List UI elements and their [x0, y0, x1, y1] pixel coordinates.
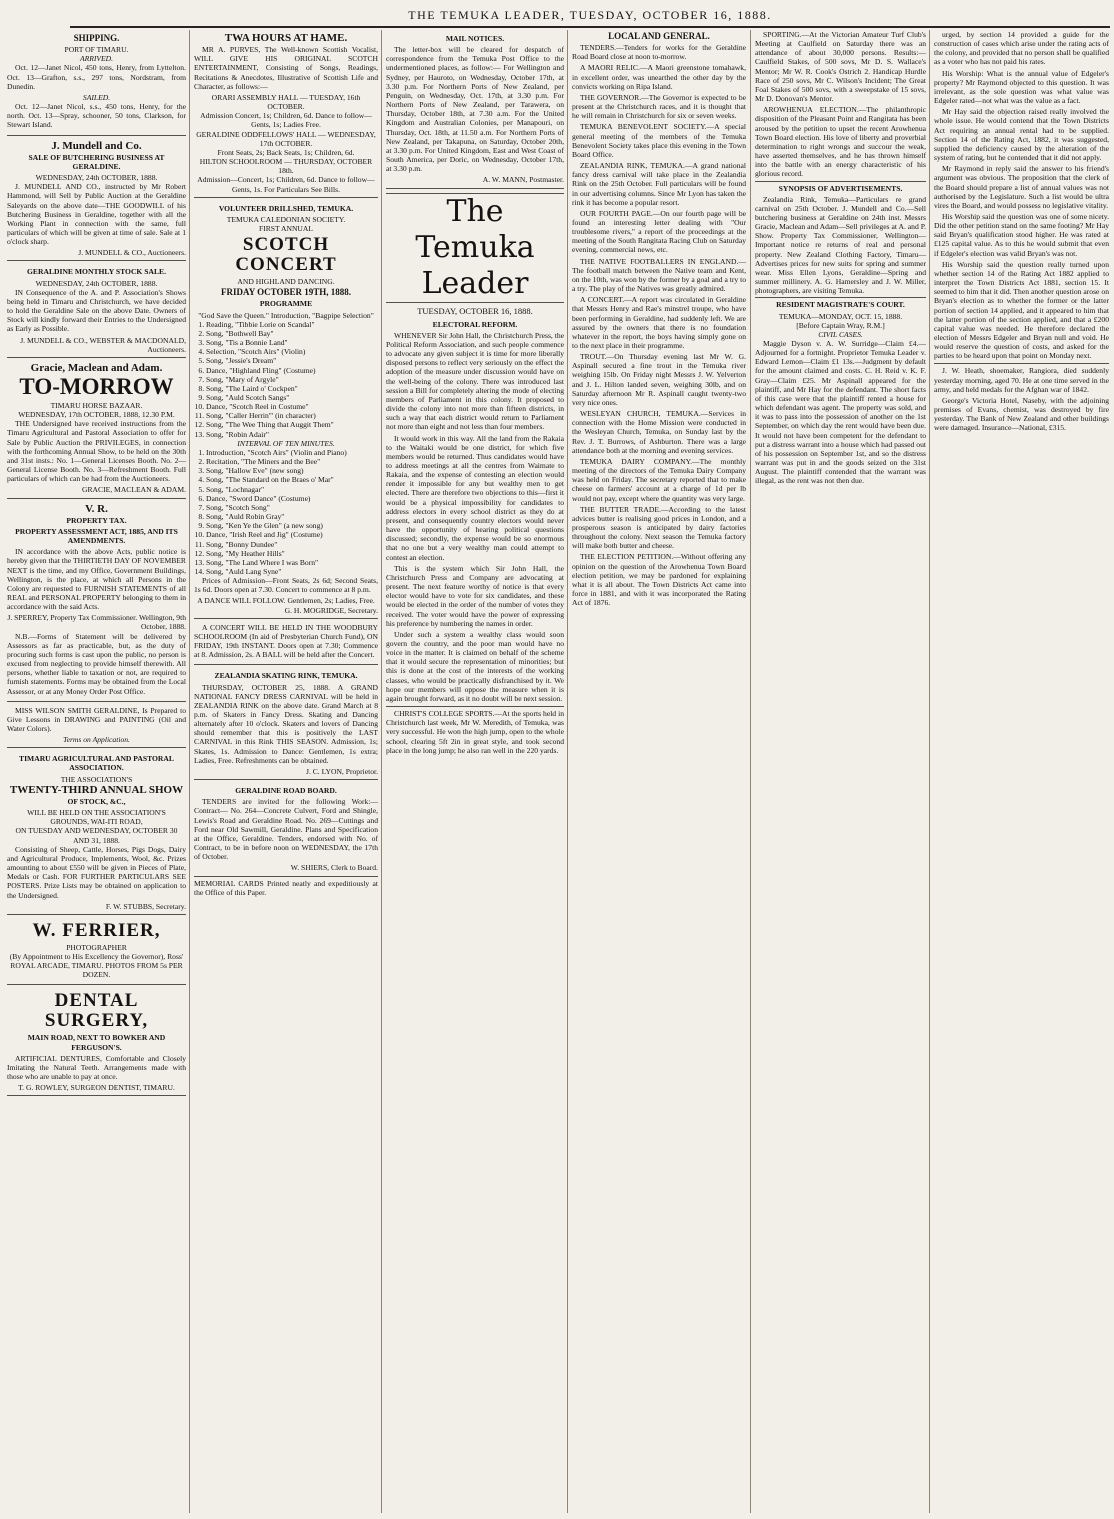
programme-item: 6. Dance, "Sword Dance" (Costume)	[206, 494, 378, 503]
programme-item: 13. Song, "Robin Adair"	[206, 430, 378, 439]
mail-body: The letter-box will be cleared for despatch of correspondence from the Temuka Post Office to the undermentioned places, as follow:— For Wellington and Sydney, per Hauroto, on Wednesday, October 17th, at 3.30 p.m. For Northern Ports of New Zealand, per Penguin, on Wednesday, Oct. 17th, at 3.30 p.m. For Northern Ports of New Zealand, per Tarawera, on Thursday, October 18th, at 7.30 a.m. For the United Kingdom and Australian Colonies, per Manapouri, on Thursday, Oct. 18th, at 11.50 a.m. For Northern Ports of New Zealand, per Takapuna, on Saturday, October 20th, at 3.30 p.m. For United Kingdom, East and West Coast of South America, per Doric, on Wednesday, October 17th, at 3.30 p.m.	[386, 45, 564, 174]
ad-note: N.B.—Forms of Statement will be delivered by Assessors as far as practicable, but, as the duty of procuring such forms is cast upon the public, no person is excused from neglecting to provide himself therewith. All persons, whether liable to taxation or not, are required to furnish statements. Forms may be obtained from the Local Assessor, or at any Money Order Post Office.	[7, 631, 186, 696]
ad-line: WILL BE HELD ON THE ASSOCIATION'S GROUNDS, WAI-ITI ROAD,	[27, 808, 166, 827]
programme-item: 8. Song, "The Laird o' Cockpen"	[206, 384, 378, 393]
programme-item: 13. Song, "The Land Where I was Born"	[206, 558, 378, 567]
column-3	[383, 30, 567, 1513]
news-item: OUR FOURTH PAGE.—On our fourth page will be found an interesting letter dealing with "Our troublesome rivers," a report of the proceedings at the meeting of the South Rangitata Racing Club on Saturday evening, commercial news, etc.	[572, 208, 746, 255]
annual-show-ad	[7, 750, 186, 915]
ad-headline: TO-MORROW	[19, 374, 174, 399]
column-rule	[750, 30, 751, 1513]
venue-3: HILTON SCHOOLROOM — THURSDAY, OCTOBER 18th.	[199, 157, 373, 176]
news-item: TROUT.—On Thursday evening last Mr W. G. Aspinall secured a fine trout in the Temuka river weighing 15lb. On Friday night Messrs J. W. Yelverton and J. L. Hilton landed seven, weighing 30lb, and on Saturday afternoon Mr R. Aspinall caught twenty-two very nice ones.	[572, 352, 746, 407]
ad-line: TEMUKA CALEDONIAN SOCIETY.	[226, 214, 346, 224]
programme-item: 1. Introduction, "Scotch Airs" (Violin and Piano)	[206, 448, 378, 457]
news-item: THE NATIVE FOOTBALLERS IN ENGLAND.—The football match between the Native team and Kent, on the 10th, was won by the former by a goal and a try to a try. The play of the Natives was greatly admired.	[572, 256, 746, 294]
firm-name: Gracie, Maclean and Adam.	[30, 361, 163, 374]
horse-bazaar-ad	[7, 360, 186, 499]
ad-body: A CONCERT WILL BE HELD IN THE WOODBURY SCHOOLROOM (In aid of Presbyterian Church Fund), ON FRIDAY, 19th INSTANT. Doors open at 7.30; Commence at 8. Admission, 2s. A BALL will be held after the Concert.	[194, 622, 378, 660]
programme-item: 12. Song, "My Heather Hills"	[206, 549, 378, 558]
programme-item: 4. Selection, "Scotch Airs" (Violin)	[206, 347, 378, 356]
ad-signature: A. W. MANN, Postmaster.	[482, 175, 564, 185]
skating-rink-ad	[194, 667, 378, 780]
report-paragraph: Mr Raymond in reply said the answer to his friend's argument was obvious. The proposition that the clerk of the Board should prepare a list of annual values was not authorised by the Legislature. Such a list would be ultra vires the Board, and would possess no legislative vitality.	[934, 164, 1109, 210]
court-magistrate: [Before Captain Wray, R.M.]	[796, 320, 885, 330]
programme-item: 4. Song, "The Standard on the Braes o' Mar"	[206, 475, 378, 484]
woodbury-concert-ad	[194, 621, 378, 666]
ad-heading: GERALDINE MONTHLY STOCK SALE.	[27, 267, 166, 277]
programme-item: 1. Reading, "Tibbie Lorie on Scandal"	[206, 320, 378, 329]
ad-heading: ZEALANDIA SKATING RINK, TEMUKA.	[214, 671, 358, 681]
programme-item: 3. Song, "Hallow Eve" (new song)	[206, 466, 378, 475]
editorial-paragraph: Under such a system a wealthy class would soon govern the country, and the poor man would have no voice in the matter. It is claimed on behalf of the scheme that it would secure the representation of minorities; but this is done at the cost of the interests of the working classes, who would be practically disfranchised by it. We hope our members will oppose the measure when it is again brought forward, as it no doubt will be next session.	[386, 629, 564, 703]
ad-heading: PROPERTY TAX.	[66, 515, 127, 525]
ad-body: Consisting of Sheep, Cattle, Horses, Pigs Dogs, Dairy and Agricultural Produce, Implements, Wool, &c. Prizes amounting to about £550 will be given in Pieces of Plate, Medals or Cash. FOR FURTHER PARTICULARS SEE POSTERS. Prize Lists may be obtained on application to the Undersigned.	[7, 844, 186, 900]
shipping-port: PORT OF TIMARU.	[64, 45, 129, 55]
ad-date: WEDNESDAY, 17th OCTOBER, 1888, 12.30 P.M.	[18, 410, 175, 420]
editorial-paragraph: It would work in this way. All the land from the Rakaia to the Waitaki would be one district, for which five members would be returned. Thus candidates would have to address meetings at all the centres from Waimate to Rakaia, and the expense of contesting an election would render it impossible for any but wealthy men to get elected. There are therefore two objections to this—first it would be a physical impossibility for candidates to address electors in every school district as they do at present, and consequently country electors would never have the opportunity of hearing political questions discussed; secondly, the expense would be so enormous that no one but a very wealthy man could attempt to contest an election.	[386, 433, 564, 562]
column-5	[752, 30, 929, 1513]
drawing-lessons-ad	[7, 704, 186, 749]
butchering-sale-ad	[7, 138, 186, 262]
sports-paragraph: CHRIST'S COLLEGE SPORTS.—At the sports held in Christchurch last week, Mr W. Meredith, of Temuka, was very successful. He won the high jump, open to the whole school, clearing 5ft 2in in great style, and took second place in the long jump; he also ran well in the 220 yards.	[386, 709, 564, 755]
firm-name: J. Mundell and Co.	[51, 139, 142, 152]
court-date: TEMUKA—MONDAY, OCT. 15, 1888.	[778, 311, 903, 321]
dance-note: A DANCE WILL FOLLOW. Gentlemen, 2s; Ladies, Free.	[197, 596, 375, 606]
news-item: A MAORI RELIC.—A Maori greenstone tomahawk, in excellent order, was unearthed the other day by the convicts working on Ripa Island.	[572, 63, 746, 91]
ad-body: MISS WILSON SMITH GERALDINE, Is Prepared to Give Lessons in DRAWING and PAINTING (Oil and Water Colors).	[7, 705, 186, 733]
ad-line: OF STOCK, &C.,	[67, 796, 126, 806]
ad-headline: TWENTY-THIRD ANNUAL SHOW	[9, 783, 184, 796]
column-rule	[929, 30, 930, 1513]
column-rule	[567, 30, 568, 1513]
report-paragraph: urged, by section 14 provided a guide for the construction of cases which arise under the rating acts of the colony, and provided that no person shall be qualified as a voter who has not paid his rates.	[934, 30, 1109, 67]
news-item: THE ELECTION PETITION.—Without offering any opinion on the question of the Arowhenua Town Board election petition, we may be pardoned for explaining what it is all about. The Town Districts Act came into force in 1881, and with it was incorporated the Rating Act of 1876.	[572, 552, 746, 608]
dental-ad	[7, 987, 186, 1096]
news-item: WESLEYAN CHURCH, TEMUKA.—Services in connection with the Home Mission were conducted in the Wesleyan Church, Temuka, on Sunday last by the Rev. J. T. Burrows, of Ashburton. There was a large attendance both at the morning and evening services.	[572, 409, 746, 455]
ad-body: THURSDAY, OCTOBER 25, 1888. A GRAND NATIONAL FANCY DRESS CARNIVAL will be held in ZEALANDIA RINK on the above date. Grand March at 8 p.m. of Skaters in Fancy Dress. Skating and Dancing alternately after 10 o'clock. Skaters and lovers of Dancing should remember that this is positively the LAST CARNIVAL in this Rink THIS SEASON. Admission, 1s; Skates, 1s. Admission to Dance: Gentlemen, 1s extra; Ladies, Free. Refreshments can be obtained.	[194, 682, 378, 765]
ad-signature: G. H. MOGRIDGE, Secretary.	[284, 605, 378, 615]
sailed-label: SAILED.	[82, 92, 111, 102]
column-6	[931, 30, 1112, 1513]
ad-signature: J. MUNDELL & CO., Auctioneers.	[78, 248, 186, 258]
court-heading: RESIDENT MAGISTRATE'S COURT.	[755, 297, 926, 309]
ad-heading: MAIL NOTICES.	[445, 34, 505, 43]
programme-list	[194, 320, 378, 439]
ad-line: THE ASSOCIATION'S	[60, 774, 133, 784]
page-masthead: THE TEMUKA LEADER, TUESDAY, OCTOBER 16, 1888.	[70, 4, 1110, 28]
sports-paragraph-wrap	[386, 706, 564, 755]
ad-subheading: MAIN ROAD, NEXT TO BOWKER AND FERGUSON'S.	[27, 1033, 166, 1052]
news-paragraph: J. W. Heath, shoemaker, Rangiora, died suddenly yesterday morning, aged 70. He at one time served in the army, and held medals for the Afghan war of 1842.	[934, 366, 1109, 394]
ad-line: AND HIGHLAND DANCING.	[237, 277, 335, 287]
admission-prices: Prices of Admission—Front Seats, 2s 6d; Second Seats, 1s 6d. Doors open at 7.30. Concert to commence at 8 p.m.	[194, 576, 378, 595]
news-paragraph: George's Victoria Hotel, Naseby, with the adjoining premises of Evans, chemist, was destroyed by fire yesterday. The Bank of New Zealand and other buildings were damaged. Insurance—National, £315.	[934, 395, 1109, 433]
venue-3-prices: Admission—Concert, 1s; Children, 6d. Dance to follow—Gents, 1s. For Particulars See Bills.	[197, 175, 375, 194]
report-paragraph: His Worship: What is the annual value of Edgeler's property? Mr Raymond objected to this question. It was irrelevant, as the sole question was what value was Edgeler rated—not what was the value as a fact.	[934, 68, 1109, 106]
venue-1-prices: Admission Concert, 1s; Children, 6d. Dance to follow—Gents, 1s; Ladies Free.	[200, 111, 372, 130]
court-report: Maggie Dyson v. A. W. Surridge—Claim £4.—Adjourned for a fortnight. Proprietor Temuka Leader v. Edward Lemon—Claim £1 13s.—Judgment by default for the amount claimed and costs. C. H. Reid v. K. F. Gray—Claim £25. Mr Aspinall appeared for the plaintiff, and Mr Hay for the defendant. The short facts of this case were that the plaintiff rented a house for which defendant was agent. The property was sold, and it was to pass into the possession of another on the 1st September, on which day the rent would have been due. It would not have been competent for the defendant to put a distress warrant into a house which had passed out of his possession on September 1st, and so the distress warrant was put in and the goods seized on the 31st August. The plaintiff contended that the warrant was illegal, as the rent was not then due.	[755, 339, 926, 486]
news-item: TEMUKA DAIRY COMPANY.—The monthly meeting of the directors of the Temuka Dairy Company was held on Friday. The secretary reported that to make cheese on farmers' account at a charge of 1d per lb would not pay, except where the quantity was very large.	[572, 456, 746, 503]
venue-1: ORARI ASSEMBLY HALL — TUESDAY, 16th OCTOBER.	[211, 92, 361, 112]
venue-2-prices: Front Seats, 2s; Back Seats, 1s; Children, 6d.	[217, 147, 355, 157]
programme-item: 10. Dance, "Scotch Reel in Costume"	[206, 402, 378, 411]
ad-body: MR A. PURVES, The Well-known Scottish Vocalist, WILL GIVE HIS ORIGINAL SCOTCH ENTERTAINMENT, Consisting of Songs, Readings, Recitations & Anecdotes, Illustrative of Scottish Life and Character, as follows:—	[194, 45, 378, 91]
ad-headline: W. FERRIER,	[32, 919, 161, 941]
programme-item: 5. Song, "Jessie's Dream"	[206, 356, 378, 365]
stock-sale-ad	[7, 263, 186, 357]
road-board-tenders	[194, 782, 378, 876]
ad-body: TENDERS are invited for the following Work:— Contract— No. 264—Concrete Culvert, Ford and Shingle, Lewis's Road and Geraldine Road. No. 269—Cuttings and Ford near Old Sawmill, Geraldine. Plans and Specification at the Office, Geraldine. Tenders, endorsed with No. of Contract, to be in before noon on WEDNESDAY, the 17th of October.	[194, 797, 378, 862]
court-subheading: CIVIL CASES.	[818, 329, 863, 339]
shipping-notice	[7, 30, 186, 136]
scotch-concert-ad	[194, 200, 378, 619]
ad-subheading: TIMARU HORSE BAZAAR.	[50, 401, 143, 410]
column-1	[4, 30, 189, 1513]
report-paragraph: His Worship said the question really turned upon whether section 14 of the Rating Act 1882 applied to interpret the Town Districts Act 1881, section 15. It seemed to him that it did. Then another question arose on Bryan's election as to whether the former or the latter portion of section 14 applied, and it appeared to him that the latter portion of the section applied, and that a £200 capital value was needed. He therefore declared the election of Messrs Edgeler and Bryan null and void. He would reserve the question of costs, and asked for the parties to be heard upon that point on Monday next.	[934, 259, 1109, 361]
report-paragraph: His Worship said the question was one of some nicety. Did the other petition stand on the same footing? Mr Hay said Bryan's qualification stood higher. He was rated at £125 capital value. As to this he would submit that even if Edgeler's election was valid Bryan's was not.	[934, 211, 1109, 258]
ad-terms: Terms on Application.	[63, 735, 130, 745]
ad-body: IN accordance with the above Acts, public notice is hereby given that the THIRTIETH DAY OF NOVEMBER NEXT is the time, and my Office, Government Buildings, Wellington, is the place, at which all Persons in the Colony are requested to FURNISH STATEMENTS of all REAL and PERSONAL PROPERTY belonging to them in accordance with the said Acts.	[7, 547, 186, 612]
programme-item: 7. Song, "Mary of Argyle"	[206, 375, 378, 384]
property-tax-notice	[7, 501, 186, 702]
mail-notices	[386, 30, 564, 189]
ad-signature: J. MUNDELL & CO., WEBSTER & MACDONALD, Auctioneers.	[20, 335, 186, 354]
royal-crest: V. R.	[85, 502, 108, 515]
venue-2: GERALDINE ODDFELLOWS' HALL — WEDNESDAY, 17th OCTOBER.	[196, 129, 376, 148]
ad-heading: TIMARU AGRICULTURAL AND PASTORAL ASSOCIATION.	[19, 754, 174, 773]
column-rule	[381, 30, 382, 1513]
programme-item: 12. Song, "The Wee Thing that Auggit Them"	[206, 420, 378, 429]
ad-date: WEDNESDAY, 24th OCTOBER, 1888.	[35, 278, 158, 288]
programme-item: 6. Dance, "Highland Fling" (Costume)	[206, 366, 378, 375]
sporting-paragraph: SPORTING.—At the Victorian Amateur Turf Club's Meeting at Caulfield on Saturday there was an attendance of about 30,000 persons. Results:—Caulfield Stakes, of 500 sovs, Mr D. S. Wallace's Mentor; Mr W. R. Cook's Ostrich 2. Handicap Hurdle Race of 250 sovs, Mr C. Wilson's Incident; The Great Foal Stakes of 500 sovs, with a sweepstake of 15 sovs, Mr D. Donovan's Mentor.	[755, 30, 926, 104]
ad-signature: J. SPERREY, Property Tax Commissioner. Wellington, 9th October, 1888.	[7, 613, 186, 632]
interval-note: INTERVAL OF TEN MINUTES.	[237, 438, 335, 448]
ad-body: ARTIFICIAL DENTURES, Comfortable and Closely Imitating the Natural Teeth. Arrangements made with those who are unable to pay at once.	[7, 1053, 186, 1082]
programme-item: 10. Dance, "Irish Reel and Jig" (Costume)	[206, 530, 378, 539]
ad-date: ON TUESDAY AND WEDNESDAY, OCTOBER 30 AND 31, 1888.	[15, 826, 178, 845]
arrived-list: Oct. 12—Janet Nicol, 450 tons, Henry, from Lyttelton. Oct. 13—Grafton, s.s., 297 tons, Nordstram, from Dunedin.	[7, 63, 186, 91]
news-item: TEMUKA BENEVOLENT SOCIETY.—A special general meeting of the members of the Temuka Benevolent Society takes place this evening in the Town Board Office.	[572, 122, 746, 159]
ad-heading: GERALDINE ROAD BOARD.	[235, 786, 337, 796]
sailed-list: Oct. 12—Janet Nicol, s.s., 450 tons, Henry, for the north. Oct. 13—Spray, schooner, 50 tons, Clarkson, for Stewart Island.	[7, 102, 186, 130]
ad-signature: F. W. STUBBS, Secretary.	[105, 901, 186, 911]
ad-date: WEDNESDAY, 24th OCTOBER, 1888.	[35, 173, 158, 183]
ad-signature: T. G. ROWLEY, SURGEON DENTIST, TIMARU.	[18, 1083, 175, 1093]
programme-item: 11. Song, "Bonny Dundee"	[206, 540, 378, 549]
scotch-entertainment-ad	[194, 30, 378, 198]
programme-item: 9. Song, "Ken Ye the Glen" (a new song)	[206, 521, 378, 530]
column-rule	[189, 30, 190, 1513]
news-item: A CONCERT.—A report was circulated in Geraldine that Messrs Henry and Rae's minstrel troupe, who have been performing in Geraldine, had suddenly left. We are assured by the owners that there is no foundation whatever in the report, the boys having simply gone on to the next place in their programme.	[572, 295, 746, 350]
ad-line: FIRST ANNUAL	[258, 223, 314, 233]
programme-item: 9. Song, "Auld Scotch Sangs"	[206, 393, 378, 402]
memorial-cards-ad: MEMORIAL CARDS Printed neatly and expeditiously at the Office of this Paper.	[194, 878, 378, 897]
programme-item: 8. Song, "Auld Robin Gray"	[206, 512, 378, 521]
news-item: ZEALANDIA RINK, TEMUKA.—A grand national fancy dress carnival will take place in the Zealandia Rink on the 25th October. Full particulars will be found in our advertising columns. Since Mr Lyon has taken the rink it has become a popular resort.	[572, 161, 746, 207]
ad-subheading: PROPERTY ASSESSMENT ACT, 1885, AND ITS AMENDMENTS.	[15, 526, 178, 546]
editorial	[386, 320, 564, 703]
column-4	[569, 30, 749, 1513]
programme-list-part-2	[194, 448, 378, 576]
programme-item: 3. Song, "Tis a Bonnie Land"	[206, 338, 378, 347]
ad-body: THE Undersigned have received instructions from the Timaru Agricultural and Pastoral Association to offer for Sale by Public Auction the PRIVILEGES, in connection with the forthcoming Annual Show, to be held on the 30th and 31st insts.: No. 1—General Licenses Booth. No. 2—General License Booth. No. 3—Refreshment Booth. Full particulars of which can be had from the Auctioneers.	[7, 419, 186, 484]
ad-subheading: PHOTOGRAPHER	[66, 942, 127, 952]
ad-body: J. MUNDELL AND CO., instructed by Mr Robert Hammond, will Sell by Public Auction at the Geraldine Saleyards on the above date—THE GOODWILL of his Butchering Business in Geraldine, together with all the Working Plant in connection with the same, full particulars of which will be given at time of sale. Sale at 1 o'clock sharp.	[7, 182, 186, 247]
editorial-paragraph: This is the system which Sir John Hall, the Christchurch Press and Company are advocating at present. The next feature worthy of notice is that every elector would have to vote for six candidates, and these would be elected in the order of the number of votes they received. The voter would have the power of expressing his preference by numbering the names in order.	[386, 563, 564, 628]
ad-body: IN Consequence of the A. and P. Association's Shows being held in Timaru and Christchurch, we have decided to hold the Geraldine Sale on the above Date. Owners of Stock will kindly forward their Entries to the Undersigned as Early as Possible.	[7, 287, 186, 334]
photographer-ad	[7, 917, 186, 986]
report-paragraph: Mr Hay said the objection raised really involved the whole issue. He would contend that the Town Districts Act requiring an annual rental had to be supplied. Section 14 of the Rating Act, 1882, it was suggested, supplied the deficiency caused by the alteration of the system of rating, but he contended that it did not apply.	[934, 107, 1109, 163]
synopsis-heading: SYNOPSIS OF ADVERTISEMENTS.	[755, 181, 926, 193]
programme-item: 7. Song, "Scotch Song"	[206, 503, 378, 512]
local-news-list	[572, 43, 746, 607]
ad-signature: J. C. LYON, Proprietor.	[305, 766, 378, 776]
election-paragraph: AROWHENUA ELECTION.—The philanthropic disposition of the Pleasant Point and Rangitata has been aroused by the petition to upset the recent Arowhenua Town Board election. His love of liberty and proverbial determination to right wrongs and succour the weak, have asserted themselves, and he has thrown himself into the battle with an energy characteristic of his glorious record.	[755, 105, 926, 179]
news-item: TENDERS.—Tenders for works for the Geraldine Road Board close at noon to-morrow.	[572, 43, 746, 62]
programme-item: 2. Song, "Bothwell Bay"	[206, 329, 378, 338]
ad-body: (By Appointment to His Excellency the Governor), Ross' ROYAL ARCADE, TIMARU. PHOTOS FROM 5s PER DOZEN.	[9, 951, 184, 980]
ad-date: FRIDAY OCTOBER 19TH, 1888.	[221, 287, 351, 298]
ad-signature: GRACIE, MACLEAN & ADAM.	[82, 485, 186, 495]
issue-date: TUESDAY, OCTOBER 16, 1888.	[417, 305, 533, 316]
shipping-heading: SHIPPING.	[73, 33, 120, 43]
ad-headline: DENTAL SURGERY,	[44, 990, 149, 1032]
programme-item: 2. Recitation, "The Miners and the Bee"	[206, 457, 378, 466]
ad-heading: SALE OF BUTCHERING BUSINESS AT GERALDINE.	[28, 152, 165, 171]
programme-item: 11. Song, "Caller Herrin'" (in character)	[206, 411, 378, 420]
news-item: THE BUTTER TRADE.—According to the latest advices butter is realising good prices in London, and a prosperous season is anticipated by dairy factories throughout the colony. Next season the Temuka factory will make both butter and cheese.	[572, 504, 746, 551]
editorial-heading: ELECTORAL REFORM.	[432, 319, 518, 329]
ad-line: VOLUNTEER DRILLSHED, TEMUKA.	[218, 203, 354, 213]
column-2	[191, 30, 381, 1513]
programme-heading: PROGRAMME	[259, 299, 313, 309]
programme-intro: "God Save the Queen." Introduction, "Bagpipe Selection"	[198, 310, 374, 320]
ad-headline: TWA HOURS AT HAME.	[224, 32, 348, 44]
divider	[934, 363, 1109, 364]
synopsis-body: Zealandia Rink, Temuka—Particulars re grand carnival on 25th October. J. Mundell and Co.—Sell butchering business at Geraldine on 24th inst. Messrs Gracie, Maclean and Adam—Sell privileges at A. and P. Show. Property Tax Commissioner, Wellington—Important notice re returns of real and personal property. New Zealand Clothing Factory, Timaru—Advertises prices for new suits for spring and summer wear. Miss Ellen Lyons, Geraldine—Spring and summer millinery. A. G. Hamersley and J. W. Miller, photographers, are visiting Temuka.	[755, 194, 926, 296]
ad-signature: W. SHIERS, Clerk to Board.	[290, 863, 378, 873]
programme-item: 5. Song, "Lochnagar"	[206, 485, 378, 494]
editorial-paragraph: WHENEVER Sir John Hall, the Christchurch Press, the Political Reform Association, and such people commence to advocate any given subject it is time for more liberally disposed persons to reflect very seriously on the effect the adoption of the measure under discussion would have on the well-being of the colony. There was introduced last session a Bill for completely altering the mode of electing members of Parliament in this colony. It proposed to divide the colony into not more than fifteen districts, in such a way that each district would return to Parliament not more than eight and not less than four members.	[386, 330, 564, 432]
ad-headline: SCOTCH CONCERT	[235, 234, 337, 276]
arrived-label: ARRIVED.	[79, 54, 114, 64]
newspaper-flag: The Temuka Leader	[386, 193, 564, 303]
local-general-heading: LOCAL AND GENERAL.	[608, 31, 710, 41]
news-item: THE GOVERNOR.—The Governor is expected to be present at the Christchurch races, and it is thought that he will remain in Christchurch for six or seven weeks.	[572, 92, 746, 121]
programme-item: 14. Song, "Auld Lang Syne"	[206, 567, 378, 576]
